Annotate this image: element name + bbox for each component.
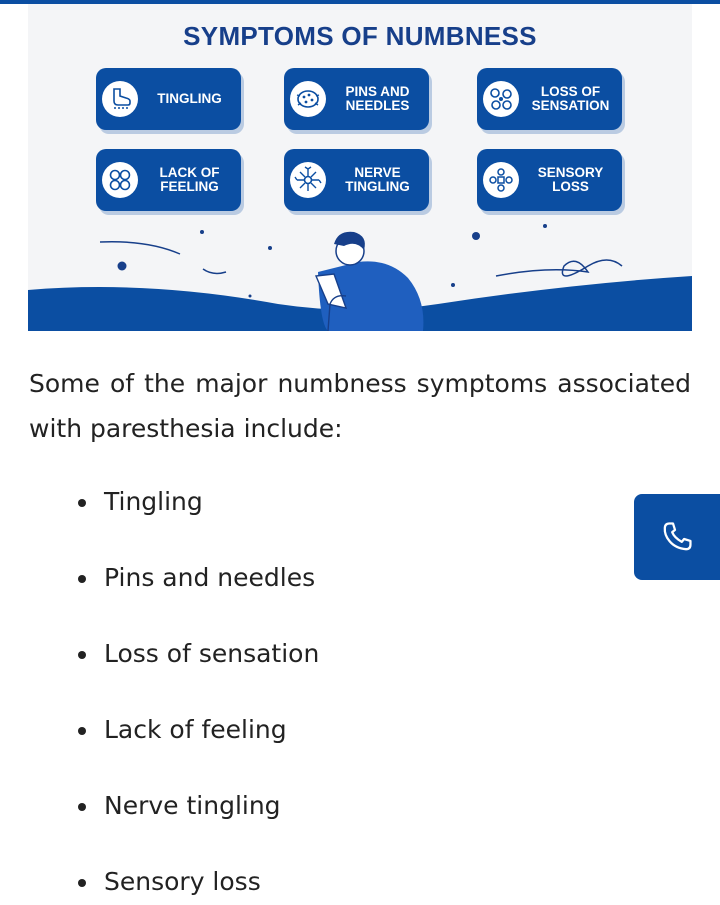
intro-paragraph: Some of the major numbness symptoms associated with paresthesia include: bbox=[29, 369, 691, 443]
card-label: TINGLING bbox=[157, 91, 222, 106]
bullet-icon bbox=[78, 727, 86, 735]
list-item: Nerve tingling bbox=[78, 784, 598, 828]
card-label: SENSORY LOSS bbox=[537, 165, 604, 194]
list-item: Tingling bbox=[78, 480, 598, 524]
call-button[interactable] bbox=[634, 494, 720, 580]
bullet-icon bbox=[78, 879, 86, 887]
bullet-icon bbox=[78, 803, 86, 811]
phone-icon bbox=[660, 520, 694, 554]
card-label: LOSS OF SENSATION bbox=[531, 84, 610, 113]
bullet-icon bbox=[78, 499, 86, 507]
list-item: Sensory loss bbox=[78, 860, 598, 904]
numb-person-illustration bbox=[28, 4, 692, 331]
list-item: Lack of feeling bbox=[78, 708, 598, 752]
list-item: Loss of sensation bbox=[78, 632, 598, 676]
card-label: NERVE TINGLING bbox=[345, 165, 410, 194]
list-item: Pins and needles bbox=[78, 556, 598, 600]
card-label: PINS AND NEEDLES bbox=[345, 84, 410, 113]
infographic-title: SYMPTOMS OF NUMBNESS bbox=[183, 21, 537, 51]
symptoms-infographic bbox=[28, 4, 692, 331]
bullet-icon bbox=[78, 651, 86, 659]
card-label: LACK OF FEELING bbox=[159, 165, 220, 194]
bullet-icon bbox=[78, 575, 86, 583]
